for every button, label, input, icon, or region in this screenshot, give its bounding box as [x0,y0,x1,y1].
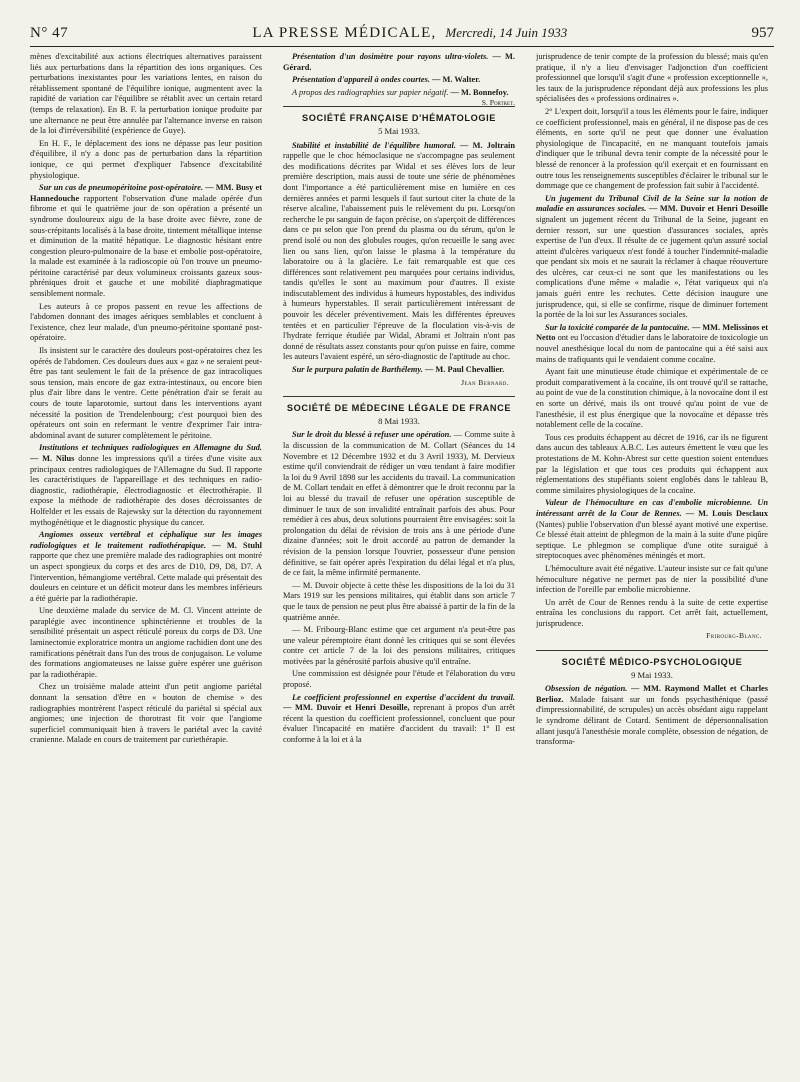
signature: S. Portret. [481,98,515,108]
article-title: Valeur de l'hémoculture en cas d'embolie microbienne. Un intéressant arrêt de la Cour de Rennes. [536,498,768,518]
article-title: A propos des radiographies sur papier négatif. [292,87,449,97]
article-title: Présentation d'appareil à ondes courtes. [292,75,430,85]
article-pantocaine [536,323,768,365]
article-text: (Nantes) publie l'observation d'un blessé ayant motivé une expertise. Ce blessé était atteint de phlegmon de la main à la suite d'une piqûre septique. Le phlegmon se complique d'une otite suraiguë à streptocoques avec phénomènes méningés et mort. [536,519,768,561]
society-heading: SOCIÉTÉ MÉDICO-PSYCHOLOGIQUE [536,650,768,668]
article-pneumoperitoine [30,183,262,300]
article-jugement-tribunal [536,194,768,321]
article-authors: — MM. Raymond Mallet et Charles Berlioz. [536,684,768,704]
article-authors: — M. Louis Desclaux [685,508,768,518]
session-date: 8 Mai 1933. [378,415,420,426]
article-text: ont eu l'occasion d'étudier dans le laboratoire de toxicologie un nouvel anesthésique local du nom de pantocaïne qui a été saisi aux mains de trafiquants qui le vendaient comme cocaïne. [536,333,768,364]
article-authors: — MM. Duvoir et Henri Desoille, [283,703,410,713]
article-title: Sur la toxicité comparée de la pantocaïne. [545,322,690,332]
article-title: Sur le purpura palatin de Barthélemy. [292,365,423,375]
article-text: rapporte que chez une première malade des radiographies ont montré un aspect spongieux du corps et des arcs de D10, D9, D8, D7. A l'intervention, hémangiome vertébral. Cette malade qui présentait des douleurs en ceinture et un déficit moteur dans les membres inférieurs a été guérie par la radiothérapie. [30,551,262,603]
paragraph: Une deuxième malade du service de M. Cl. Vincent atteinte de paraplégie avec incontinence sphinctérienne et troubles de la sensibilité présentait un aspect réticulé poreux du corps de D3. Une laminectomie exploratrice montra un angiome rachidien dont une des ramifications pénétrait dans l'un des trous de conjugaison. Le volume des formations angiomateuses ne laisse guère espérer une guérison par la radiothérapie. [30,606,262,679]
article-title: Institutions et techniques radiologiques en Allemagne du Sud. [39,443,262,453]
article-text: donne les impressions qu'il a tirées d'une visite aux principaux centres radiologiques de l'Allemagne du Sud. Il rapporte les caractéristiques de l'appareillage et des techniques en radio-diagnostic, radiothérapie, électrodiagnostic et électrothérapie. Il expose la méthode de radiothérapie des doses décroissantes de Holfelder et les essais de Rajewsky sur la détection du rayonnement mythogénétique et le diagnostic physique du cancer. [30,453,262,527]
article-title: Angiomes osseux vertébral et céphalique sur les images radiologiques et le traitement radiothérapique. [30,530,262,550]
article-authors: — M. Bonnefoy. [450,87,509,97]
paragraph: Tous ces produits échappent au décret de 1916, car ils ne figurent dans aucun des tableaux A.B.C. Les auteurs émettent le vœu que les protestations de M. Kohn-Abrest sur cette question soient entendues par la législation et que tous ces produits qui échappent aux réglementations des stupéfiants soient englobés dans le tableau B, comme similaires physiologiques de la cocaïne. [536,432,768,495]
article-authors: — MM. Duvoir et Henri Desoille [648,204,768,214]
paragraph: Ils insistent sur le caractère des douleurs post-opératoires chez les opérés de l'abdomen. Ces douleurs dues aux « gaz » ne seraient peut-être pas tant seulement le fait de la présence de gaz intracoliques sous tension, mais encore de gaz extra-intestinaux, ou encore bien plus d'air libre dans le ventre. Cette pénétration d'air se ferait au cours de toute laparotomie, surtout dans les interventions ayant nécessité la position de Trendelenbourg; c'est pourquoi bien des opérateurs ont soin en refermant le ventre d'exprimer l'air intra-abdominal avant de suturer complètement le péritoine. [30,346,262,440]
article-title: Sur un cas de pneumopéritoine post-opératoire. [39,183,204,193]
paragraph: — M. Fribourg-Blanc estime que cet argument n'a peut-être pas une valeur péremptoire étant donné les critiques qui se sont élevées contre cet article 7 de la loi des pensions militaires, critiques motivées par la générosité parfois abusive qu'il entraîne. [283,625,515,666]
article-text: Malade faisant sur un fonds psychasthénique (passé d'impressionnabilité, de scrupules) un accès obsédant aigu rappelant le syndrome délirant de Cotard. Sentiment de dépersonnalisation allant jusqu'à l'anesthésie morale complète, obsession de négation, de transforma- [536,694,768,747]
article-title: Le coefficient professionnel en expertise d'accident du travail. [292,692,515,702]
article-obsession [536,684,768,748]
paragraph: En H. F., le déplacement des ions ne dépasse pas leur position d'équilibre, il n'y a donc pas de perturbation dans la répartition ionique, ce qui permet d'expliquer l'absence d'excitabilité physiologique. [30,138,262,180]
article-institutions [30,443,262,528]
article-title: Obsession de négation. [545,684,628,694]
article-radiographies [283,87,515,108]
article-authors: — MM. Busy et Hannedouche [30,183,262,203]
article-authors: — M. Joltrain [460,140,515,150]
article-droit-blesse [283,430,515,578]
article-authors: — M. Paul Chevallier. [425,365,505,375]
journal-title: LA PRESSE MÉDICALE, [252,25,437,41]
article-equilibre-humoral [283,141,515,363]
article-text: — Comme suite à la discussion de la communication de M. Collart (Séances du 14 Novembre et 12 Décembre 1932 et du 3 Avril 1933), M. Dervieux estime qu'il conviendrait de rédiger un vœu tendant à faire modifier la loi du 9 Avril 1898 sur les accidents du travail. La communication de M. Collart tendait en effet à démontrer que le droit reconnu par la loi au blessé du travail de refuser une opération susceptible de diminuer le taux de son invalidité entraînait parfois des abus. Pour remédier à ces abus, deux solutions pourraient être envisagées: soit la prolongation du délai de révision de trois ans à une période d'une dizaine d'années; soit le droit accordé au patron de demander la révision de la pension lorsque l'ouvrier, possesseur d'une pension définitive, se fait opérer après l'expiration du délai légal et n'a plus, de ce fait, la même infirmité permanente. [283,430,515,578]
paragraph: 2° L'expert doit, lorsqu'il a tous les éléments pour le faire, indiquer ce coefficient professionnel, mais en général, il ne dispose pas de ces éléments, en sorte qu'il ne peut que donner une évaluation physiologique de l'incapacité, en ne manquant toutefois jamais d'indiquer que le tribunal devra tenir compte de la nécessité pour le blessé de renoncer à la profession qu'il exerçait et en fournissant en outre tous les renseignements susceptibles d'éclairer le tribunal sur le dommage que ce changement de profession fait subir à l'accidenté. [536,106,768,191]
page-header [30,20,774,47]
masthead [252,25,567,42]
article-ondes-courtes [283,75,515,86]
article-dosimetre [283,52,515,73]
paragraph: — M. Duvoir objecte à cette thèse les dispositions de la loi du 31 Mars 1919 sur les pensions militaires, qui établit dans son article 7 que le taux de pension ne peut plus être abaissé à partir de la fin de la quatrième année. [283,580,515,622]
signature: Fribourg-Blanc. [706,631,762,641]
column-2 [283,52,515,1074]
article-title: Sur le droit du blessé à refuser une opération. [292,430,452,440]
paragraph: jurisprudence de tenir compte de la profession du blessé; mais qu'en pratique, il n'y a lieu d'envisager l'adjonction d'un coefficient professionnel que lorsqu'il s'agit d'une « profession exceptionnelle », les taux de la jurisprudence répondant déjà aux professions les plus spécialisées des « professions ordinaires ». [536,52,768,104]
article-title: Présentation d'un dosimètre pour rayons ultra-violets. [292,52,489,61]
article-authors: — M. Nilus [30,453,75,463]
article-authors: — M. Walter. [432,75,481,85]
article-title: Stabilité et instabilité de l'équilibre humoral. [292,140,456,150]
article-authors: — MM. Melissinos et Netto [536,322,768,343]
article-coefficient [283,693,515,746]
article-text: reprenant à propos d'un arrêt récent la question du coefficient professionnel, concluent que pour évaluer l'incapacité en matière d'accident du travail: 1° Il est conforme à la loi et à la [283,703,515,745]
article-hemoculture [536,498,768,562]
society-heading: SOCIÉTÉ DE MÉDECINE LÉGALE DE FRANCE [283,396,515,414]
signature: Jean Bernard. [461,377,509,387]
society-heading: SOCIÉTÉ FRANÇAISE D'HÉMATOLOGIE [283,106,515,124]
article-authors: — M. Stuhl [212,540,262,550]
article-angiomes [30,530,262,604]
article-text: signalent un jugement récent du Tribunal de la Seine, jugeant en dernier ressort, sur une question d'assurances sociales, après expertise de l'un d'eux. Il résulte de ce jugement qu'un assuré social atteint d'ulcères variqueux n'est fondé à toucher l'indemnité-maladie que pendant six mois et ne saurait la réclamer à chaque réouverture des ulcères, car ceux-ci ne sont que les manifestations ou les complications d'une même « maladie », l'état variqueux qui n'a jamais guéri entre les rechutes. Cette décision inaugure une jurisprudence, qui, si elle se confirme, risque de diminuer fortement la portée de la loi sur les Assurances sociales. [536,214,768,320]
column-3 [536,52,768,1074]
issue-date: Mercredi, 14 Juin 1933 [445,25,568,40]
paragraph: Une commission est désignée pour l'étude et l'élaboration du vœu proposé. [283,669,515,690]
paragraph: Un arrêt de Cour de Rennes rendu à la suite de cette expertise entraîna les conclusions du rapport. Cet arrêt fait, actuellement, jurisprudence. [536,597,768,628]
column-1 [30,52,262,1074]
paragraph: Les auteurs à ce propos passent en revue les affections de l'abdomen donnant des images aériques semblables et concluent à l'existence, chez leur malade, d'un pneumo-péritoine spontané post-opératoire. [30,301,262,343]
article-purpura [283,365,515,376]
paragraph: Chez un troisième malade atteint d'un petit angiome pariétal donnant la sensation d'être en « bouton de chemise » des radiographies montrèrent l'aspect réticulé du pariétal si spécial aux angiomes; une injection de thorotrast fit voir que l'angiome superficiel communiquait bien à travers le pariétal avec la cavité cranienne. Malade en cours de traitement par curiethérapie. [30,682,262,745]
article-title: Un jugement du Tribunal Civil de la Seine sur la notion de maladie en assurances sociales. [536,193,768,214]
article-authors: — M. Gérard. [283,52,515,72]
issue-number: N° 47 [30,25,69,41]
paragraph: Ayant fait une minutieuse étude chimique et expérimentale de ce produit comparativement à la cocaïne, ils ont trouvé qu'il se rattache, au point de vue de la constitution chimique, à la novocaïne dont il est en sorte un dérivé, mais ils ont trouvé qu'au point de vue de l'anesthésie, il est plus énergique que la novocaïne et dépasse très notablement celle de la cocaïne. [536,367,768,430]
session-date: 9 Mai 1933. [631,669,673,680]
session-date: 5 Mai 1933. [378,125,420,136]
article-text: rappelle que le choc hémoclasique ne s'accompagne pas seulement des modifications décrites par Widal et ses élèves lors de leur première description, mais aussi de toute une série de phénomènes dont l'importance a été particulièrement mise en lumière en ces dernières années et parmi lesquels il faut surtout citer la chute de la réserve alcaline, l'abaissement puis le relèvement du pн. Lorsqu'on recherche le pн sanguin de façon précise, on s'aperçoit de différences dans ce pн selon que l'on prend du plasma ou du sérum, qu'on le prend isolé ou non des globules rouges, qu'on recueille le sang avec lien ou sans lien, qu'on laisse le plasma à la température du laboratoire ou à la glacière. Le fait remarquable est que ces différences sont relativement peu marquées pour certains individus, tandis qu'elles le sont au maximum pour d'autres. Il existe indiscutablement des individus à humeurs hypostables, des individus à humeurs hyperstables. Il serait particulièrement intéressant de pouvoir les déceler préventivement. Mais les différentes épreuves tentées et en particulier l'épreuve de la floculation vis-à-vis de l'hydrate ferrique étudiée par Widal, Abrami et Joltrain n'ont pas donné de résultats assez constants pour qu'on puisse en faire, comme les auteurs l'avaient espéré, un séro-diagnostic de l'aptitude au choc. [283,151,515,362]
article-text: rapportent l'observation d'une malade opérée d'un fibrome et qui le quatrième jour de son opération a présenté un syndrome douloureux aigu de la base droite avec fièvre, zone de sous-crépitants localisés à la base droite, tintement métallique intense et diminution de la matité hépatique. Le diagnostic hésitant entre congestion pleuro-pulmonaire de la base et embolie post-opératoire, la malade est examinée à la radioscopie où l'on trouve un pneumo-péritoine caractérisé par deux volumineux croissants gazeux sous-phréniques droit et gauche et une mobilité diaphragmatique sensiblement normale. [30,193,262,299]
page-number: 957 [751,25,774,41]
paragraph: mènes d'excitabilité aux actions électriques alternatives paraissent liés aux perturbations dans la répartition des ions organiques. Ces perturbations inexistantes pour les variations lentes, en raison du rétablissement spontané de l'équilibre ionique, augmentent avec la rapidité de variation car l'équilibre se rétablit avec un certain retard (temps de relaxation). En B. F. la perturbation ionique produite par une alternance ne peut être annulée par l'alternance inverse en raison de la loi d'irréversibilité (expérience de Guye). [30,52,262,136]
paragraph: L'hémoculture avait été négative. L'auteur insiste sur ce fait qu'une hémoculture négative ne permet pas de nier la possibilité d'une infection de l'oreille par embolie microbienne. [536,563,768,595]
